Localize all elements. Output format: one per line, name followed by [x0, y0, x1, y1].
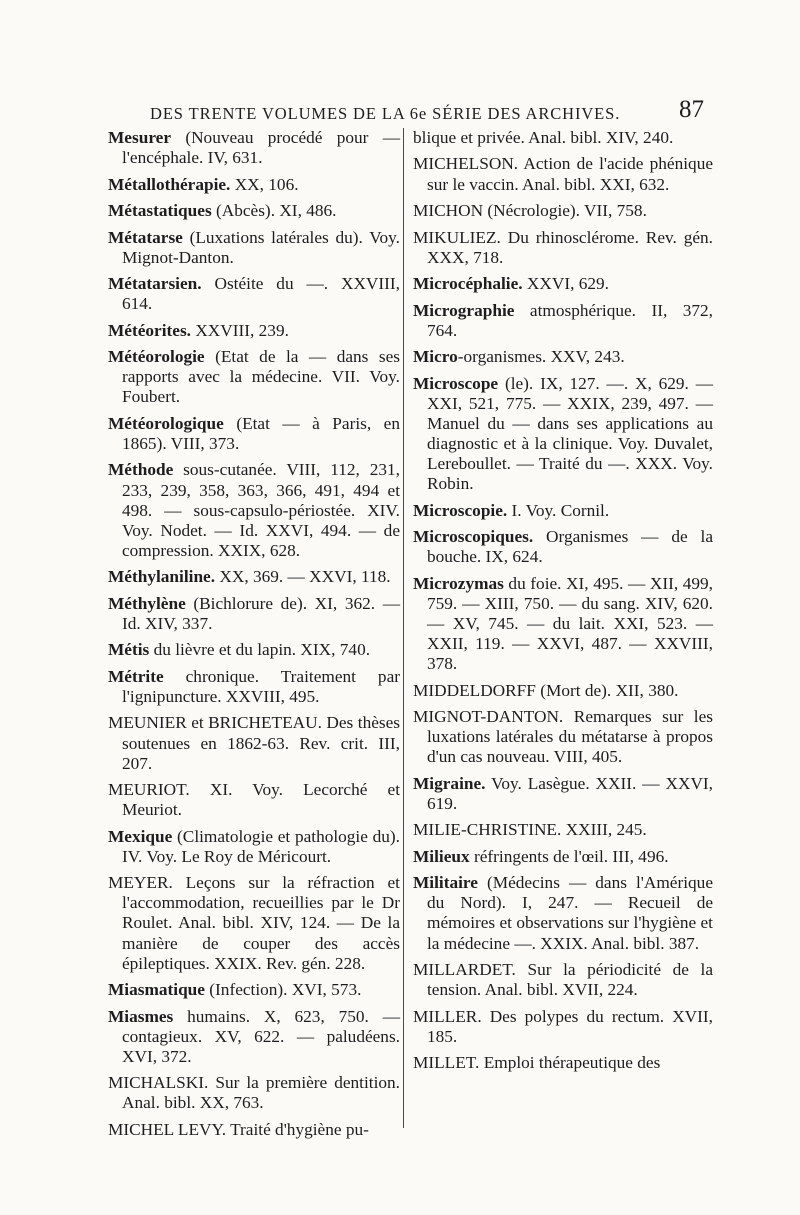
- entry-headword: Météorites.: [108, 320, 191, 340]
- entry-text: réfringents de l'œil. III, 496.: [469, 846, 669, 866]
- entry-text: MICHALSKI. Sur la première dentition. Anal. bibl. XX, 763.: [108, 1073, 400, 1113]
- index-entry: [108, 175, 400, 195]
- index-entry: [413, 960, 713, 1000]
- entry-text: (Etat — à Paris, en 1865). VIII, 373.: [122, 413, 400, 453]
- index-entry: [413, 274, 713, 294]
- index-entry: [413, 374, 713, 495]
- index-entry: [413, 501, 713, 521]
- index-entry: [413, 228, 713, 268]
- index-entry: [413, 154, 713, 194]
- entry-headword: Microscopie.: [413, 500, 508, 520]
- entry-text: XX, 369. — XXVI, 118.: [215, 567, 391, 587]
- index-entry: [108, 274, 400, 314]
- entry-headword: Miasmes: [108, 1006, 174, 1026]
- entry-text: humains. X, 623, 750. — contagieux. XV, 622. — paludéens. XVI, 372.: [122, 1006, 400, 1066]
- entry-headword: Météorologie: [108, 347, 205, 367]
- index-entry: [413, 847, 713, 867]
- entry-headword: Micrographie: [413, 300, 515, 320]
- entry-headword: Mesurer: [108, 128, 172, 147]
- index-entry: [108, 228, 400, 268]
- index-entry: [413, 301, 713, 341]
- entry-headword: Métastatiques: [108, 201, 212, 221]
- index-entry: [108, 780, 400, 820]
- entry-headword: Militaire: [413, 873, 478, 893]
- entry-headword: Métatarse: [108, 227, 183, 247]
- entry-headword: Méthylaniline.: [108, 567, 216, 587]
- entry-text: (Nouveau procédé pour — l'encéphale. IV, 631.: [122, 128, 400, 168]
- index-entry: [108, 1073, 400, 1113]
- entry-text: Ostéite du —. XXVIII, 614.: [122, 274, 400, 314]
- index-entry: [108, 667, 400, 707]
- column-divider: [403, 128, 404, 1128]
- running-title: DES TRENTE VOLUMES DE LA 6e SÉRIE DES ARCHIVES.: [150, 104, 621, 123]
- entry-headword: Microscopiques.: [413, 527, 534, 547]
- index-entry: [413, 201, 713, 221]
- entry-headword: Météorologique: [108, 413, 224, 433]
- index-entry: [108, 567, 400, 587]
- entry-text: MEYER. Leçons sur la réfraction et l'accommodation, recueillies par le Dr Roulet. Anal. bibl. XIV, 124. — De la manière de couper des accès épileptiques. XXIX. Rev. gén. 228.: [108, 873, 400, 973]
- index-entry: [108, 713, 400, 773]
- index-entry: [108, 640, 400, 660]
- entry-text: du lièvre et du lapin. XIX, 740.: [149, 640, 371, 660]
- index-entry: [108, 414, 400, 454]
- entry-text: (Climatologie et pathologie du). IV. Voy. Le Roy de Méricourt.: [122, 826, 400, 866]
- entry-text: MIKULIEZ. Du rhinosclérome. Rev. gén. XXX, 718.: [413, 227, 713, 267]
- entry-text: MILLET. Emploi thérapeutique des: [413, 1053, 661, 1073]
- index-entry: [108, 980, 400, 1000]
- entry-headword: Méthylène: [108, 593, 186, 613]
- entry-headword: Milieux: [413, 846, 470, 866]
- entry-text: MICHELSON. Action de l'acide phénique sur le vaccin. Anal. bibl. XXI, 632.: [413, 154, 713, 194]
- entry-text: (le). IX, 127. —. X, 629. — XXI, 521, 775. — XXIX, 239, 497. — Manuel du — dans ses applications au diagnostic et à la clinique. Voy. Duvalet, Lereboullet. — Traité du —. XXX. Voy. Robin.: [427, 373, 713, 494]
- entry-text: atmosphérique. II, 372, 764.: [427, 300, 713, 340]
- index-entry: [413, 347, 713, 367]
- index-entry: [413, 707, 713, 767]
- entry-text: Organismes — de la bouche. IX, 624.: [427, 527, 713, 567]
- entry-text: du foie. XI, 495. — XII, 499, 759. — XIII, 750. — du sang. XIV, 620. — XV, 745. — du lait. XXI, 523. — XXII, 119. — XXVI, 487. — XXVIII, 378.: [427, 573, 713, 674]
- index-entry: [413, 873, 713, 953]
- entry-headword: Métrite: [108, 666, 164, 686]
- index-entry: [108, 873, 400, 973]
- entry-text: MILIE-CHRISTINE. XXIII, 245.: [413, 820, 647, 840]
- entry-text: (Etat de la — dans ses rapports avec la médecine. VII. Voy. Foubert.: [122, 347, 400, 407]
- entry-text: XX, 106.: [230, 174, 299, 194]
- entry-text: (Luxations latérales du). Voy. Mignot-Danton.: [122, 227, 400, 267]
- entry-text: MICHEL LEVY. Traité d'hygiène pu-: [108, 1119, 369, 1139]
- entry-headword: Métallothérapie.: [108, 174, 231, 194]
- entry-headword: Microscope: [413, 373, 499, 393]
- index-entry: [413, 681, 713, 701]
- entry-text: MEURIOT. XI. Voy. Lecorché et Meuriot.: [108, 780, 400, 820]
- index-entry: [413, 527, 713, 567]
- index-entry: [108, 827, 400, 867]
- entry-headword: Microcéphalie.: [413, 274, 523, 294]
- left-column: [108, 128, 400, 1146]
- entry-headword: Métatarsien.: [108, 274, 202, 294]
- entry-text: sous-cutanée. VIII, 112, 231, 233, 239, 358, 363, 366, 491, 494 et 498. — sous-capsulo-périostée. XIV. Voy. Nodet. — Id. XXVI, 494. — de compression. XXIX, 628.: [122, 460, 400, 560]
- page-header: [108, 96, 710, 126]
- right-column: [413, 128, 713, 1080]
- index-entry: [413, 1053, 713, 1073]
- index-entry: [413, 820, 713, 840]
- index-entry: [108, 1007, 400, 1067]
- entry-text: (Médecins — dans l'Amérique du Nord). I, 247. — Recueil de mémoires et observations sur l'hygiène et la médecine —. XXIX. Anal. bibl. 387.: [427, 873, 713, 953]
- index-entry: [108, 128, 400, 168]
- entry-headword: Miasmatique: [108, 980, 205, 1000]
- index-entry: [108, 321, 400, 341]
- entry-headword: Métis: [108, 640, 150, 660]
- index-entry: [108, 347, 400, 407]
- entry-headword: Méthode: [108, 460, 174, 480]
- entry-text: MEUNIER et BRICHETEAU. Des thèses soutenues en 1862-63. Rev. crit. III, 207.: [108, 713, 400, 773]
- entry-text: XXVIII, 239.: [191, 320, 289, 340]
- entry-text: MICHON (Nécrologie). VII, 758.: [413, 201, 647, 221]
- entry-text: (Bichlorure de). XI, 362. — Id. XIV, 337.: [122, 593, 400, 633]
- entry-headword: Micro: [413, 347, 458, 367]
- entry-headword: Microzymas: [413, 573, 504, 593]
- entry-text: MIGNOT-DANTON. Remarques sur les luxations latérales du métatarse à propos d'un cas nouveau. VIII, 405.: [413, 707, 713, 767]
- entry-text: (Abcès). XI, 486.: [211, 201, 337, 221]
- index-entry: [413, 128, 713, 148]
- index-entry: [108, 201, 400, 221]
- entry-text: (Infection). XVI, 573.: [204, 980, 362, 1000]
- entry-headword: Migraine.: [413, 773, 486, 793]
- page-number: 87: [679, 96, 704, 123]
- entry-text: Voy. Lasègue. XXII. — XXVI, 619.: [427, 773, 713, 813]
- entry-text: MIDDELDORFF (Mort de). XII, 380.: [413, 680, 679, 700]
- entry-text: blique et privée. Anal. bibl. XIV, 240.: [413, 128, 674, 147]
- index-entry: [413, 1007, 713, 1047]
- entry-text: -organismes. XXV, 243.: [457, 347, 625, 367]
- index-entry: [413, 774, 713, 814]
- index-entry: [108, 594, 400, 634]
- entry-text: I. Voy. Cornil.: [507, 500, 610, 520]
- index-entry: [108, 1120, 400, 1140]
- index-entry: [413, 574, 713, 674]
- index-entry: [108, 460, 400, 560]
- entry-text: chronique. Traitement par l'ignipuncture. XXVIII, 495.: [122, 666, 400, 706]
- entry-text: MILLARDET. Sur la périodicité de la tension. Anal. bibl. XVII, 224.: [413, 960, 713, 1000]
- entry-headword: Mexique: [108, 826, 173, 846]
- entry-text: XXVI, 629.: [522, 274, 609, 294]
- entry-text: MILLER. Des polypes du rectum. XVII, 185.: [413, 1006, 713, 1046]
